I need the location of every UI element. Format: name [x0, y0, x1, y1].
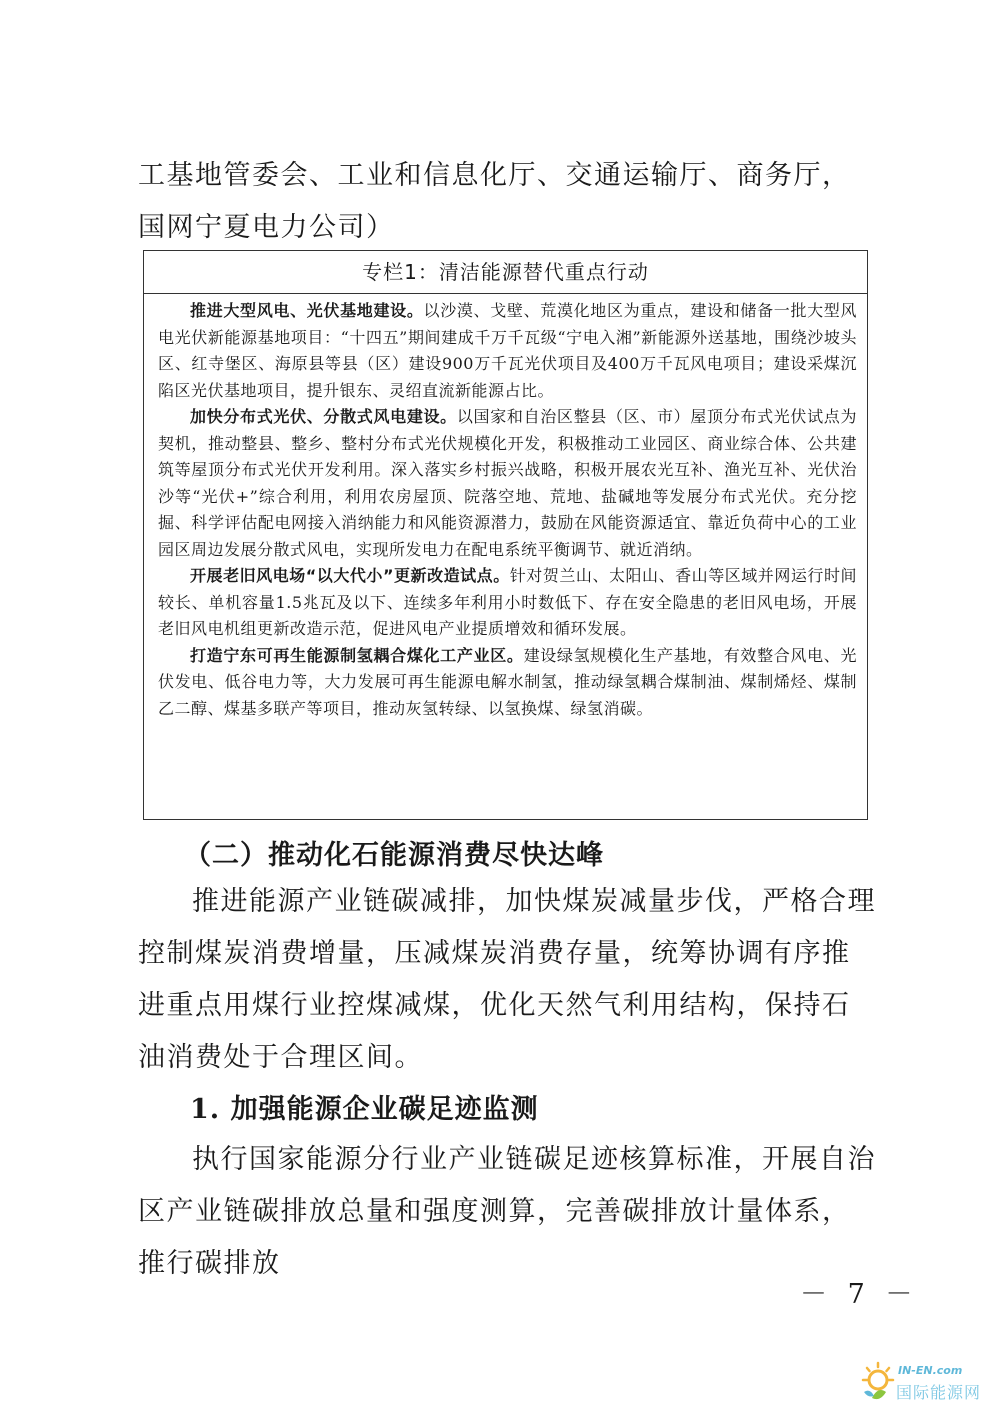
subsection-title: 加强能源企业碳足迹监测 — [230, 1094, 539, 1125]
box-paragraph-lead: 推进大型风电、光伏基地建设。 — [190, 301, 424, 320]
box-paragraph — [158, 298, 857, 404]
box-paragraph-text: 以国家和自治区整县（区、市）屋顶分布式光伏试点为契机，推动整县、整乡、整村分布式光伏规模化开发，积极推动工业园区、商业综合体、公共建筑等屋顶分布式光伏开发利用。深入落实乡村振兴战略，积极开展农光互补、渔光互补、光伏治沙等“光伏+”综合利用，利用农房屋顶、院落空地、荒地、盐碱地等发展分布式光伏。充分挖掘、科学评估配电网接入消纳能力和风能资源潜力，鼓励在风能资源适宜、靠近负荷中心的工业园区周边发展分散式风电，实现所发电力在配电系统平衡调节、就近消纳。 — [158, 407, 857, 559]
watermark — [858, 1358, 998, 1408]
feature-box-body — [144, 294, 867, 722]
feature-box-title: 专栏1：清洁能源替代重点行动 — [144, 251, 867, 294]
box-paragraph-lead: 加快分布式光伏、分散式风电建设。 — [190, 407, 457, 426]
section-heading: （二）推动化石能源消费尽快达峰 — [184, 840, 604, 871]
page-number: － 7 － — [800, 1279, 919, 1310]
box-paragraph-text: 以沙漠、戈壁、荒漠化地区为重点，建设和储备一批大型风电光伏新能源基地项目：“十四五”期间建成千万千瓦级“宁电入湘”新能源外送基地，围绕沙坡头区、红寺堡区、海原县等县（区）建设900万千瓦光伏项目及400万千瓦风电项目；建设采煤沉陷区光伏基地项目，提升银东、灵绍直流新能源占比。 — [158, 301, 857, 400]
watermark-cn-text: 国际能源网 — [896, 1383, 982, 1402]
box-paragraph — [158, 404, 857, 563]
intro-paragraph: 工基地管委会、工业和信息化厅、交通运输厅、商务厅，国网宁夏电力公司） — [138, 160, 851, 243]
box-paragraph-text: 针对贺兰山、太阳山、香山等区域并网运行时间较长、单机容量1.5兆瓦及以下、连续多年利用小时数低下、存在安全隐患的老旧风电场，开展老旧风电机组更新改造示范，促进风电产业提质增效和循环发展。 — [158, 566, 857, 638]
subsection-number: 1. — [190, 1094, 221, 1125]
box-paragraph — [158, 643, 857, 723]
subsection-paragraph: 执行国家能源分行业产业链碳足迹核算标准，开展自治区产业链碳排放总量和强度测算，完善碳排放计量体系，推行碳排放 — [138, 1144, 876, 1279]
feature-box — [143, 250, 868, 820]
box-paragraph-text: 建设绿氢规模化生产基地，有效整合风电、光伏发电、低谷电力等，大力发展可再生能源电解水制氢，推动绿氢耦合煤制油、煤制烯烃、煤制乙二醇、煤基多联产等项目，推动灰氢转绿、以氢换煤、绿氢消碳。 — [158, 645, 857, 718]
subsection-heading — [190, 1084, 539, 1136]
sun-leaf-logo-icon — [858, 1358, 898, 1406]
box-paragraph-lead: 开展老旧风电场“以大代小”更新改造试点。 — [190, 566, 510, 585]
box-paragraph-lead: 打造宁东可再生能源制氢耦合煤化工产业区。 — [190, 645, 524, 665]
section-paragraph: 推进能源产业链碳减排，加快煤炭减量步伐，严格合理控制煤炭消费增量，压减煤炭消费存量，统筹协调有序推进重点用煤行业控煤减煤，优化天然气利用结构，保持石油消费处于合理区间。 — [138, 886, 876, 1073]
box-paragraph — [158, 563, 857, 643]
watermark-logo-text: IN-EN.com — [898, 1364, 963, 1377]
